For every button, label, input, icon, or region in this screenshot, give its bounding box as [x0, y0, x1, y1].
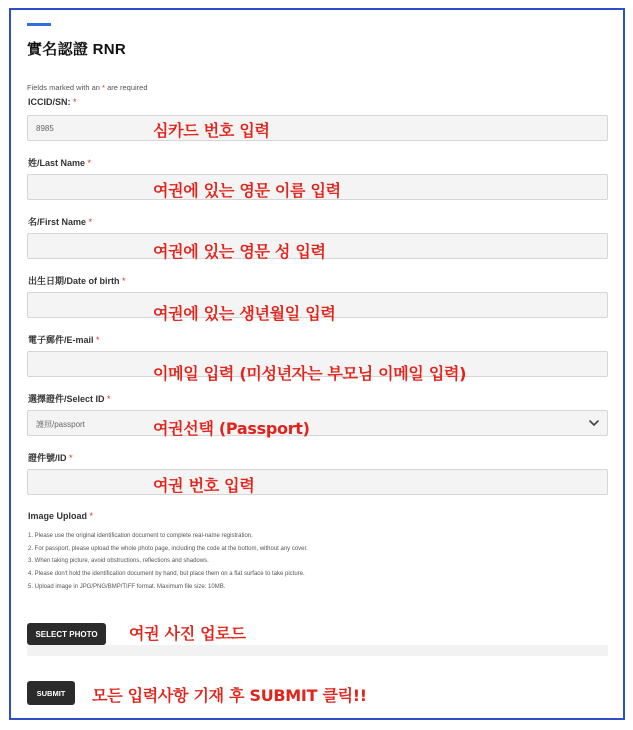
- upload-annotation: 여권 사진 업로드: [129, 624, 246, 643]
- id-type-select[interactable]: [27, 410, 608, 436]
- chevron-down-icon: [588, 417, 600, 429]
- id-number-annotation: 여권 번호 입력: [153, 476, 255, 495]
- list-item: 2. For passport, please upload the whole photo page, including the code at the bottom, without any cover.: [28, 545, 308, 552]
- iccid-value: 8985: [36, 124, 54, 133]
- dob-label: 出生日期/Date of birth *: [28, 276, 126, 286]
- upload-preview-area: [27, 645, 608, 656]
- image-upload-title: Image Upload *: [28, 511, 94, 521]
- required-note-prefix: Fields marked with an: [27, 83, 100, 92]
- first-name-annotation: 여권에 있는 영문 성 입력: [153, 242, 326, 261]
- list-item: 4. Please don't hold the identification document by hand, but place them on a flat surface to take picture.: [28, 571, 305, 578]
- last-name-annotation: 여권에 있는 영문 이름 입력: [153, 181, 341, 200]
- last-name-label: 姓/Last Name *: [28, 158, 92, 168]
- first-name-label: 名/First Name *: [28, 217, 93, 227]
- submit-annotation: 모든 입력사항 기재 후 SUBMIT 클릭!!: [92, 686, 367, 705]
- id-type-selected-value: 護照/passport: [36, 420, 85, 429]
- list-item: 3. When taking picture, avoid obstructions, reflections and shadows.: [28, 558, 209, 565]
- title-accent-bar: [27, 23, 51, 26]
- iccid-input[interactable]: [27, 115, 608, 141]
- upload-instructions: [28, 530, 308, 594]
- required-note-suffix: are required: [107, 83, 148, 92]
- id-number-label: 證件號/ID *: [28, 453, 73, 463]
- required-fields-note: [27, 83, 148, 92]
- select-id-label: 選擇證件/Select ID *: [28, 394, 111, 404]
- dob-annotation: 여권에 있는 생년월일 입력: [153, 304, 336, 323]
- select-id-annotation: 여권선택 (Passport): [153, 419, 310, 438]
- required-star: *: [102, 83, 105, 92]
- list-item: 1. Please use the original identification document to complete real-name registration.: [28, 533, 253, 539]
- select-photo-button[interactable]: SELECT PHOTO: [27, 623, 106, 645]
- email-label: 電子郵件/E-mail *: [28, 335, 100, 345]
- iccid-label: ICCID/SN: *: [28, 97, 77, 107]
- id-number-input[interactable]: [27, 469, 608, 495]
- iccid-annotation: 심카드 번호 입력: [153, 121, 270, 140]
- email-annotation: 이메일 입력 (미성년자는 부모님 이메일 입력): [153, 364, 467, 383]
- page-title: 實名認證 RNR: [27, 41, 127, 58]
- list-item: 5. Upload image in JPG/PNG/BMP/TIFF format. Maximum file size: 10MB.: [28, 583, 226, 590]
- submit-button[interactable]: SUBMIT: [27, 681, 75, 705]
